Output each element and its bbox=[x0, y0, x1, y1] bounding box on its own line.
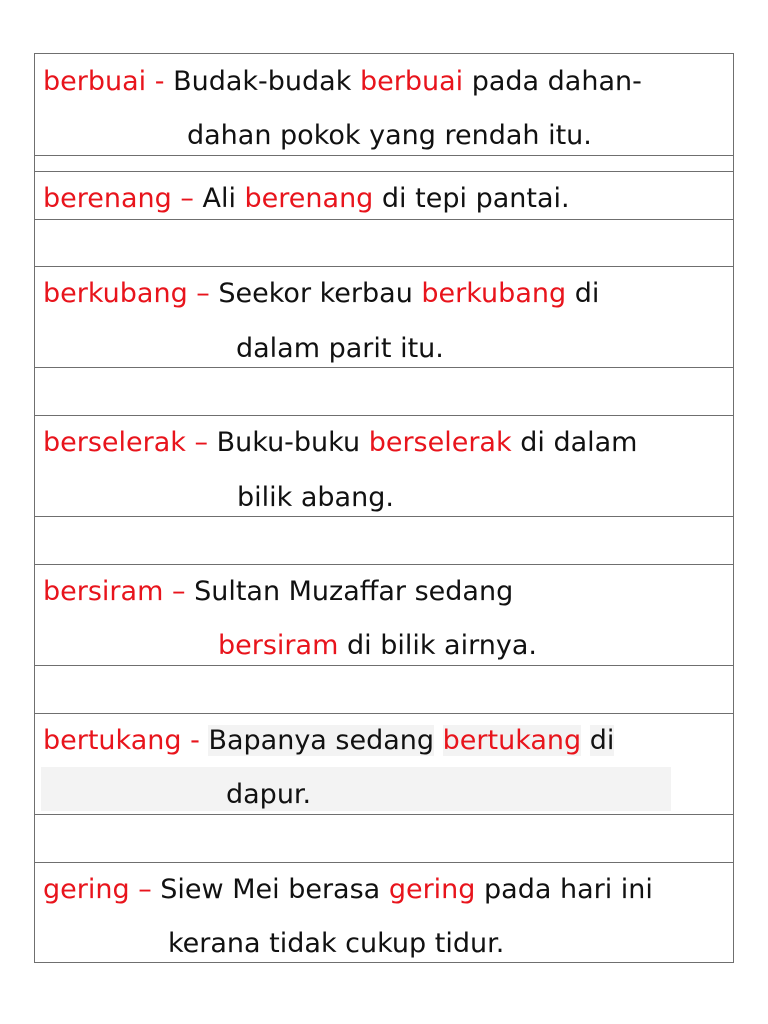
entry-line-2 bbox=[218, 632, 537, 659]
vocab-word-in-sentence: berbuai bbox=[359, 66, 464, 97]
sentence-text: di dalam bbox=[520, 427, 638, 458]
row-divider bbox=[35, 266, 733, 267]
vocab-word: bersiram bbox=[43, 576, 164, 607]
entry-line-1 bbox=[43, 876, 653, 903]
entry-line-1 bbox=[43, 68, 642, 95]
vocab-word-in-sentence: berkubang bbox=[421, 278, 567, 309]
sentence-text: Bapanya sedang bbox=[208, 725, 435, 756]
sentence-continuation: dalam parit itu. bbox=[236, 333, 444, 364]
dash: – bbox=[196, 278, 210, 309]
vocab-word-in-sentence: berenang bbox=[244, 183, 374, 214]
vocab-word: berbuai bbox=[43, 66, 147, 97]
entry-line-1 bbox=[43, 429, 637, 456]
highlight-band bbox=[41, 767, 671, 811]
vocab-word: berenang bbox=[43, 183, 172, 214]
sentence-continuation: dahan pokok yang rendah itu. bbox=[187, 120, 592, 151]
dash: - bbox=[190, 725, 200, 756]
vocab-word-in-sentence: bertukang bbox=[442, 725, 582, 756]
row-divider bbox=[35, 814, 733, 815]
dash: - bbox=[154, 66, 165, 97]
row-divider bbox=[35, 171, 733, 172]
sentence-text: Seekor kerbau bbox=[218, 278, 413, 309]
vocab-word-in-sentence: gering bbox=[388, 874, 476, 905]
sentence-text: di tepi pantai. bbox=[381, 183, 570, 214]
row-divider bbox=[35, 516, 733, 517]
row-divider bbox=[35, 862, 733, 863]
row-divider bbox=[35, 713, 733, 714]
row-divider bbox=[35, 155, 733, 156]
sentence-text: pada dahan- bbox=[471, 66, 642, 97]
vocabulary-sheet bbox=[34, 53, 734, 963]
dash: – bbox=[171, 576, 186, 607]
sentence-text: Budak-budak bbox=[173, 66, 352, 97]
sentence-text: pada hari ini bbox=[484, 874, 653, 905]
dash: – bbox=[138, 874, 152, 905]
dash: – bbox=[194, 427, 209, 458]
sentence-text: di bbox=[589, 725, 615, 756]
vocab-word: bertukang bbox=[43, 725, 182, 756]
vocab-word-in-sentence: berselerak bbox=[368, 427, 512, 458]
row-divider bbox=[35, 367, 733, 368]
sentence-text: Ali bbox=[202, 183, 236, 214]
sentence-continuation: kerana tidak cukup tidur. bbox=[168, 928, 505, 959]
row-divider bbox=[35, 219, 733, 220]
sentence-continuation: dapur. bbox=[226, 779, 312, 810]
sentence-text: di bbox=[574, 278, 600, 309]
vocab-word: berkubang bbox=[43, 278, 188, 309]
entry-line-1 bbox=[43, 578, 513, 605]
entry-line-1 bbox=[43, 185, 570, 212]
sentence-text: Siew Mei berasa bbox=[160, 874, 381, 905]
sentence-text: Buku-buku bbox=[216, 427, 361, 458]
vocab-word: berselerak bbox=[43, 427, 186, 458]
entry-line-1 bbox=[43, 727, 614, 754]
sentence-continuation: bilik abang. bbox=[237, 482, 394, 513]
vocab-word: gering bbox=[43, 874, 130, 905]
row-divider bbox=[35, 564, 733, 565]
row-divider bbox=[35, 415, 733, 416]
sentence-text: Sultan Muzaffar sedang bbox=[194, 576, 514, 607]
row-divider bbox=[35, 665, 733, 666]
entry-line-1 bbox=[43, 280, 599, 307]
sentence-continuation: di bilik airnya. bbox=[346, 630, 537, 661]
dash: – bbox=[180, 183, 194, 214]
vocab-word-in-sentence: bersiram bbox=[218, 630, 339, 661]
